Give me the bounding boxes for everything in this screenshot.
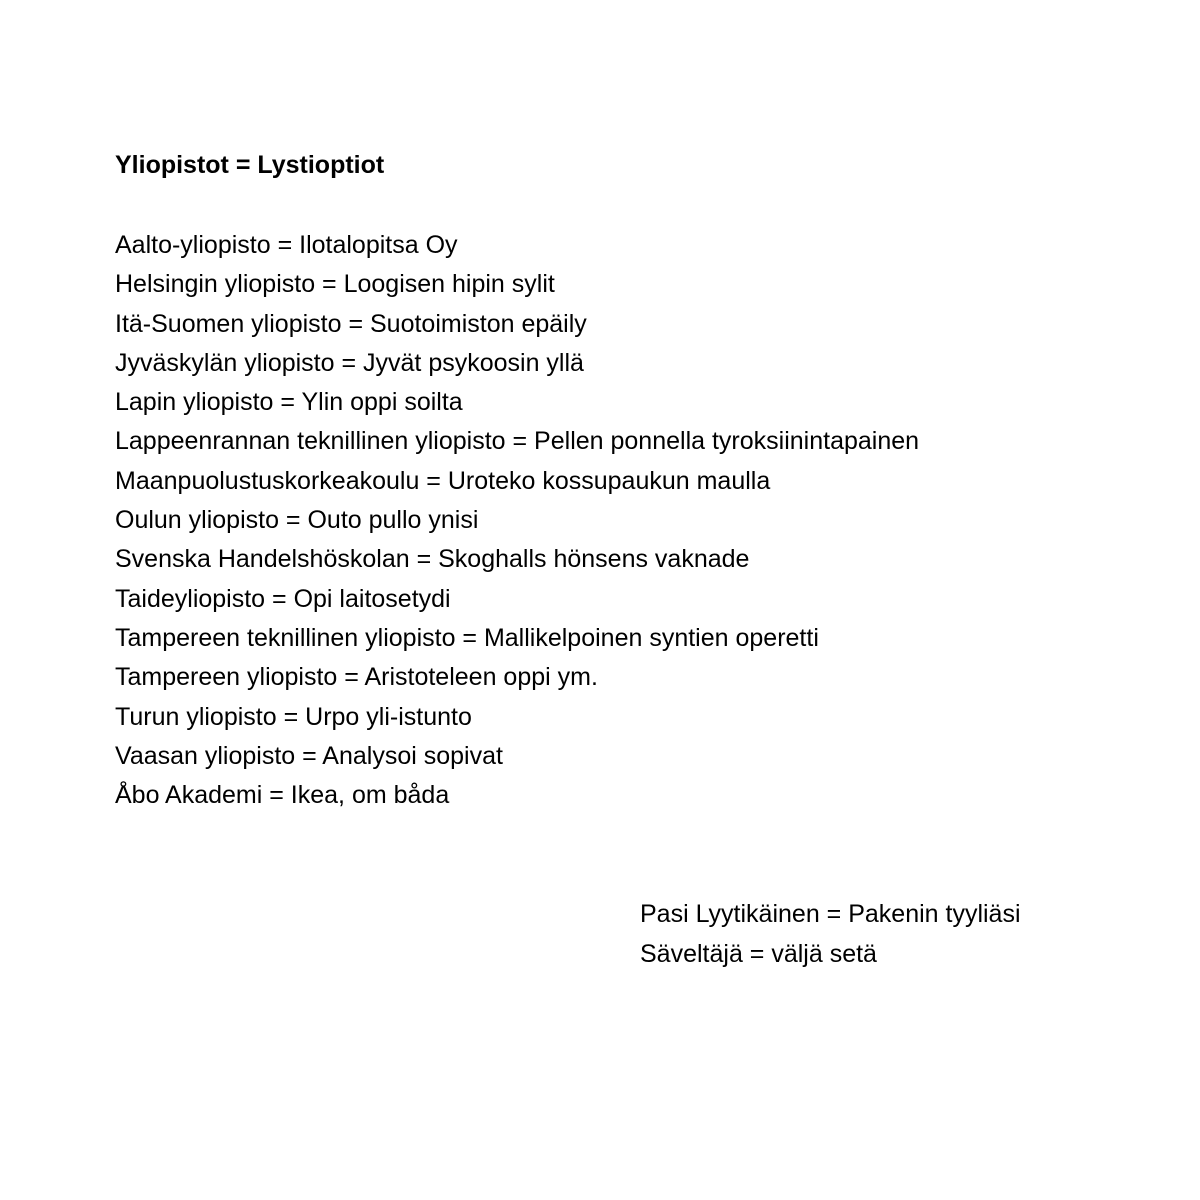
list-item: Helsingin yliopisto = Loogisen hipin sylit xyxy=(115,270,555,299)
signature-block xyxy=(640,895,1021,974)
author-role: Säveltäjä = väljä setä xyxy=(640,939,877,968)
list-item: Tampereen teknillinen yliopisto = Mallikelpoinen syntien operetti xyxy=(115,623,819,652)
document-title: Yliopistot = Lystioptiot xyxy=(115,151,385,179)
list-item: Vaasan yliopisto = Analysoi sopivat xyxy=(115,741,503,770)
list-item: Turun yliopisto = Urpo yli-istunto xyxy=(115,702,472,731)
list-item: Aalto-yliopisto = Ilotalopitsa Oy xyxy=(115,231,458,259)
list-item: Åbo Akademi = Ikea, om båda xyxy=(115,781,450,810)
list-item: Svenska Handelshöskolan = Skoghalls hönsens vaknade xyxy=(115,545,750,574)
anagram-list xyxy=(115,226,919,815)
list-item: Jyväskylän yliopisto = Jyvät psykoosin yllä xyxy=(115,348,584,377)
list-item: Tampereen yliopisto = Aristoteleen oppi ym. xyxy=(115,663,598,692)
list-item: Maanpuolustuskorkeakoulu = Uroteko kossupaukun maulla xyxy=(115,466,771,495)
list-item: Lapin yliopisto = Ylin oppi soilta xyxy=(115,388,463,417)
list-item: Oulun yliopisto = Outo pullo ynisi xyxy=(115,506,479,535)
author-name: Pasi Lyytikäinen = Pakenin tyyliäsi xyxy=(640,900,1021,928)
list-item: Itä-Suomen yliopisto = Suotoimiston epäily xyxy=(115,309,587,338)
list-item: Taideyliopisto = Opi laitosetydi xyxy=(115,584,451,613)
list-item: Lappeenrannan teknillinen yliopisto = Pellen ponnella tyroksiinintapainen xyxy=(115,427,920,456)
